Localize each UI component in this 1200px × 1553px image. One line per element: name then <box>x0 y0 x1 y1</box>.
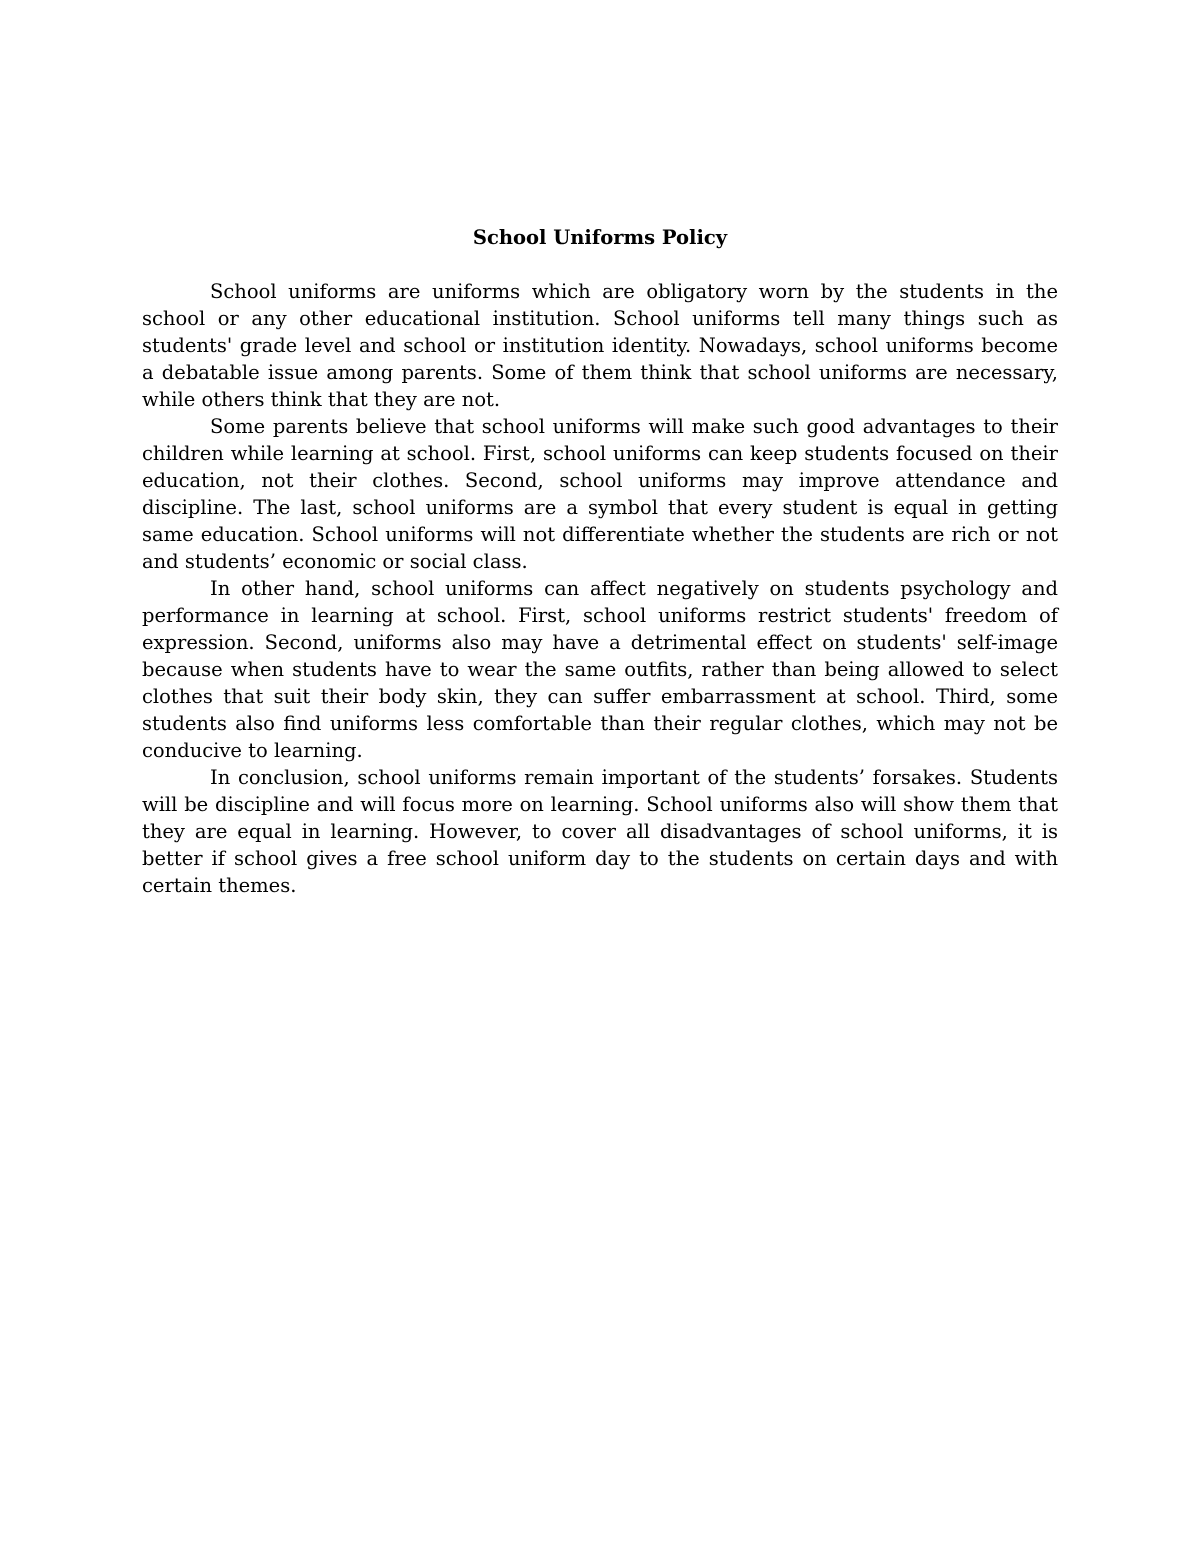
paragraph-disadvantages: In other hand, school uniforms can affect negatively on students psychology and performance in learning at school. First, school uniforms restrict students' freedom of expression. Second, uniforms also may have a detrimental effect on students' self-image because when students have to wear the same outfits, rather than being allowed to select clothes that suit their body skin, they can suffer embarrassment at school. Third, some students also find uniforms less comfortable than their regular clothes, which may not be conducive to learning. <box>142 577 1058 762</box>
document-title: School Uniforms Policy <box>472 226 728 249</box>
document-body <box>142 224 1058 899</box>
paragraph-introduction: School uniforms are uniforms which are obligatory worn by the students in the school or any other educational institution. School uniforms tell many things such as students' grade level and school or institution identity. Nowadays, school uniforms become a debatable issue among parents. Some of them think that school uniforms are necessary, while others think that they are not. <box>142 280 1058 411</box>
paragraph-advantages: Some parents believe that school uniforms will make such good advantages to their children while learning at school. First, school uniforms can keep students focused on their education, not their clothes. Second, school uniforms may improve attendance and discipline. The last, school uniforms are a symbol that every student is equal in getting same education. School uniforms will not differentiate whether the students are rich or not and students’ economic or social class. <box>142 415 1058 573</box>
paragraph-conclusion: In conclusion, school uniforms remain important of the students’ forsakes. Students will be discipline and will focus more on learning. School uniforms also will show them that they are equal in learning. However, to cover all disadvantages of school uniforms, it is better if school gives a free school uniform day to the students on certain days and with certain themes. <box>142 766 1058 897</box>
